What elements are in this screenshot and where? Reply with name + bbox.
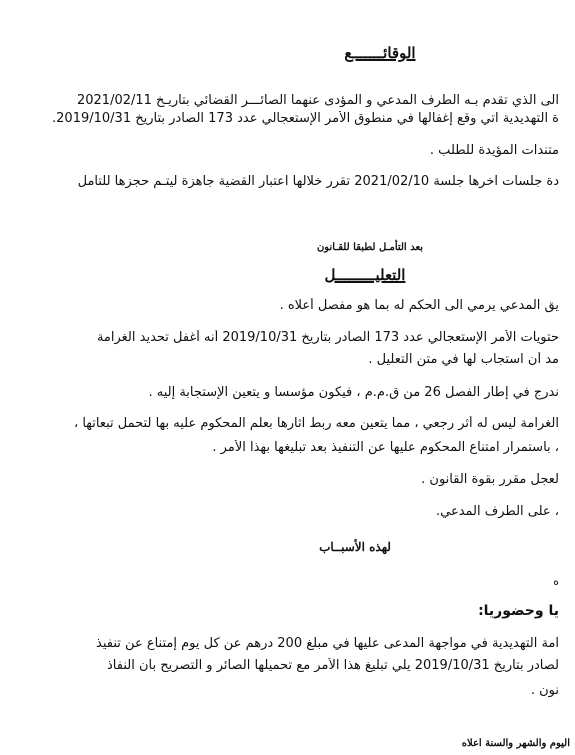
heading-facts: الوقائـــــــع [344,44,416,62]
ruling-line-2: لصادر بتاريخ 2019/10/31 يلي تبليغ هذا الأمر مع تحميلها الصائر و التصريح بأن النفاذ [107,658,559,673]
mark: ه [553,575,559,588]
facts-line-1: الى الذي تقدم بـه الطرف المدعي و المؤدى عنهما الصائـــر القضائي بتاريـخ 2021/02/11 [76,93,559,108]
heading-reasoning: التعليـــــــــل [324,266,406,284]
reasoning-line-6: ، باستمرار امتناع المحكوم عليها عن التنفيذ بعد تبليغها بهذا الأمر . [212,440,559,455]
facts-line-3: متندات المؤيدة للطلب . [429,143,559,158]
reasoning-line-5: الغرامة ليس له أثر رجعي ، مما يتعين معه ربط آثارها بعلم المحكوم عليه بها لتحمل تبعاتها ، [74,416,559,431]
facts-line-4: دة جلسات آخرها جلسة 2021/02/10 تقرر خلالها اعتبار القضية جاهزة ليتـم حجزها للتأمل [77,174,559,189]
reasoning-line-3: مد أن استجاب لها في متن التعليل . [368,352,559,367]
reasoning-line-8: ، على الطرف المدعي. [435,504,559,519]
ruling-line-3: نون . [530,683,559,698]
ruling-intro: يا وحضوريا: [478,603,559,619]
heading-reasons: لهذه الأسبــاب [319,540,391,554]
ruling-line-1: امة التهديدية في مواجهة المدعى عليها في مبلغ 200 درهم عن كل يوم إمتناع عن تنفيذ [96,636,559,651]
footer-date-note: اليوم والشهر والسنة اعلاه [461,738,570,749]
reasoning-line-1: يق المدعي يرمي الى الحكم له بما هو مفصل أعلاه . [279,298,559,313]
reasoning-line-7: لعجل مقرر بقوة القانون . [421,472,559,487]
reasoning-line-2: حتويات الأمر الإستعجالي عدد 173 الصادر بتاريخ 2019/10/31 أنه أغفل تحديد الغرامة [96,330,559,345]
facts-line-2: ة التهديدية اتي وقع إغفالها في منطوق الأمر الإستعجالي عدد 173 الصادر بتاريخ 2019/10/31. [52,111,559,126]
subheading-deliberation: بعد التأمـل لطبقا للقـانون [316,242,424,253]
reasoning-line-4: ندرج في إطار الفصل 26 من ق.م.م ، فيكون مؤسسا و يتعين الإستجابة إليه . [148,385,559,400]
